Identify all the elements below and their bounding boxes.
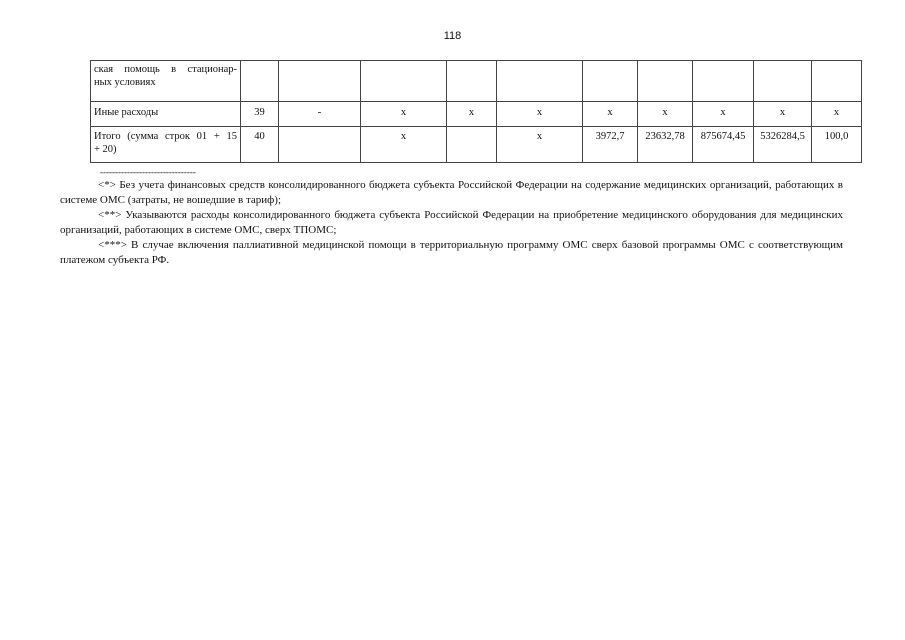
table-cell: x [754, 102, 812, 127]
footnote-1: <*> Без учета финансовых средств консолидированного бюджета субъекта Российской Федерации на содержание медицинских организаций, работающих в системе ОМС (затраты, не вошедшие в тариф); [60, 179, 843, 206]
table-cell: x [361, 127, 447, 163]
table-row-other-expenses [91, 102, 862, 127]
row-label-line: ская помощь в стационар- [94, 64, 237, 75]
row-label [91, 61, 241, 102]
table-cell: x [583, 102, 638, 127]
table-cell: x [361, 102, 447, 127]
table-cell [279, 61, 361, 102]
table-cell [693, 61, 754, 102]
financing-table [90, 60, 862, 163]
row-number-cell: 39 [241, 102, 279, 127]
row-number-cell: 40 [241, 127, 279, 163]
table-cell: 5326284,5 [754, 127, 812, 163]
table-cell [361, 61, 447, 102]
table-cell: x [447, 102, 497, 127]
table-cell [447, 127, 497, 163]
table-cell: x [497, 102, 583, 127]
footnote-separator: -------------------------------- [100, 167, 196, 177]
table-cell: - [279, 102, 361, 127]
table-cell [812, 61, 862, 102]
table-cell [754, 61, 812, 102]
row-label [91, 127, 241, 163]
table-cell: x [638, 102, 693, 127]
table-cell: 100,0 [812, 127, 862, 163]
table-cell: x [812, 102, 862, 127]
footnotes [60, 178, 843, 268]
table-row-total [91, 127, 862, 163]
table-cell: 3972,7 [583, 127, 638, 163]
page-number: 118 [443, 30, 462, 42]
row-label-line: ных условиях [94, 77, 156, 88]
table-cell: 23632,78 [638, 127, 693, 163]
table-cell [638, 61, 693, 102]
table-cell [447, 61, 497, 102]
table-cell [241, 61, 279, 102]
footnote-2: <**> Указываются расходы консолидированного бюджета субъекта Российской Федерации на приобретение медицинского оборудования для медицинских организаций, работающих в системе ОМС, сверх ТПОМС; [60, 209, 843, 236]
row-label: Иные расходы [91, 102, 241, 127]
table-cell: x [497, 127, 583, 163]
footnote-3: <***> В случае включения паллиативной медицинской помощи в территориальную программу ОМС сверх базовой программы ОМС с соответствующим платежом субъекта РФ. [60, 239, 843, 266]
table-cell: x [693, 102, 754, 127]
table-cell [497, 61, 583, 102]
table-cell [583, 61, 638, 102]
row-label-line: Итого (сумма строк 01 + 15 [94, 131, 237, 142]
table-row-inpatient-continuation [91, 61, 862, 102]
table-cell [279, 127, 361, 163]
table-cell: 875674,45 [693, 127, 754, 163]
row-label-line: + 20) [94, 144, 117, 155]
